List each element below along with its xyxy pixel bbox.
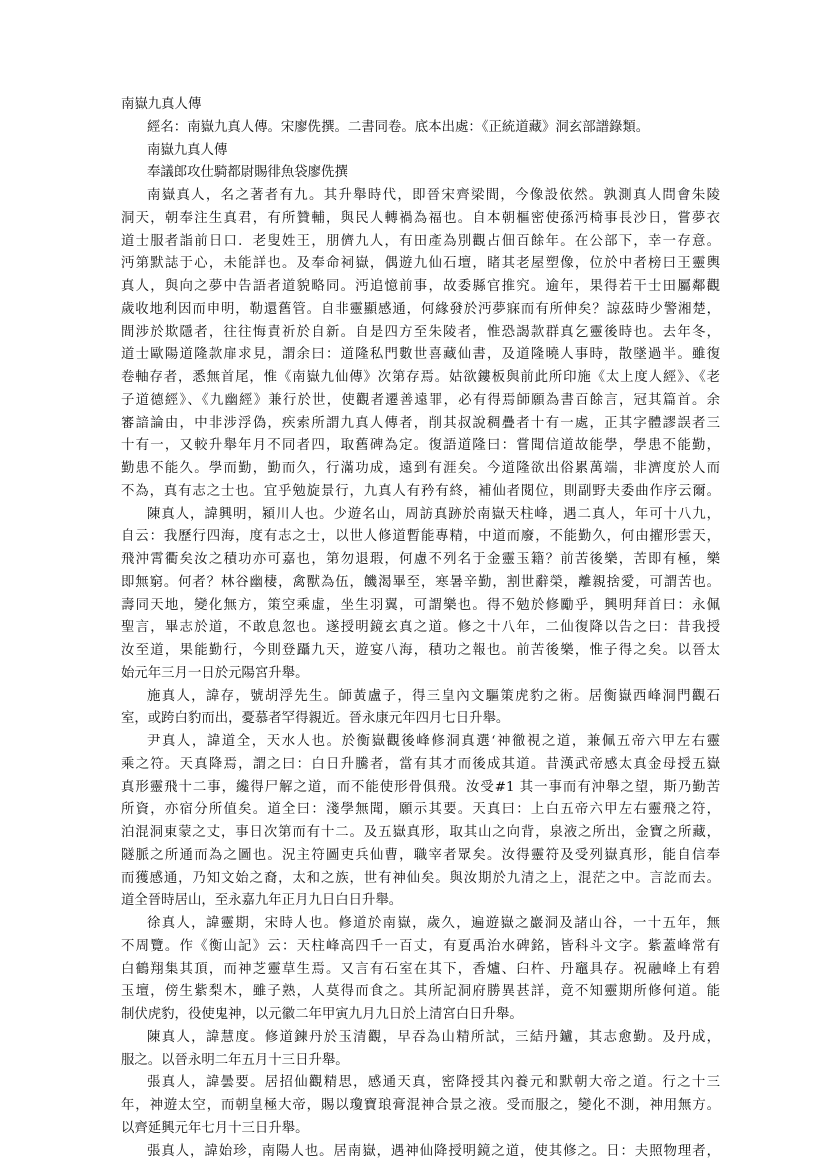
body-line: 而獲感通，乃知文始之裔，太和之族，世有神仙矣。與汝期於九清之上，混茫之中。言訖而去。 [121, 868, 720, 891]
body-line: 道士歐陽道隆款扉求見，謂余曰：道隆私門數世喜藏仙書，及道隆曉人事時，散墜過半。雖復 [121, 344, 720, 367]
body-line: 沔第默誌于心，未能詳也。及奉命祠嶽，偶遊九仙石壇，睹其老屋塑像，位於中者榜曰王靈輿 [121, 253, 720, 276]
body-line: 自云：我歷行四海，度有志之士，以世人修道暫能專精，中道而廢，不能勤久，何由擢形雲天， [121, 526, 720, 549]
body-line: 南嶽真人，名之著者有九。其升舉時代，即晉宋齊梁間，今像設依然。孰測真人問會朱陵 [121, 185, 720, 208]
body-line: 制伏虎豹，役使鬼神，以元徽二年甲寅九月九日於上清宮白日升舉。 [121, 1004, 720, 1027]
body-line: 真人，與向之夢中告語者道貌略同。沔追憶前事，故委縣官推究。逾年，果得若干士田屬鄰觀 [121, 276, 720, 299]
body-line: 張真人，諱曇要。居招仙觀精思，感通天真，密降授其內養元和默朝大帝之道。行之十三 [121, 1072, 720, 1095]
body-line: 道士服者詣前日口．老叟姓王，朋儕九人，有田產為別觀占佃百餘年。在公部下，幸一存意。 [121, 231, 720, 254]
body-line: 即無窮。何者？林谷幽棲，禽獸為伍，饑渴畢至，寒暑辛勤，割世辭榮，離親捨愛，可謂苦也。 [121, 572, 720, 595]
body-line: 道全晉時居山，至永嘉九年正月九日白日升舉。 [121, 890, 720, 913]
body-line: 服之。以晉永明二年五月十三日升舉。 [121, 1050, 720, 1073]
body-line: 隧脈之所通而為之圖也。況主符圖吏兵仙曹，職宰者眾矣。汝得靈符及受列嶽真形，能自信奉 [121, 845, 720, 868]
body-line: 勤患不能久。學而勤，勤而久，行滿功成，遠到有涯矣。今道隆欲出俗累萬端，非濟度於人而 [121, 458, 720, 481]
body-line: 泊混洞東蒙之丈，事日次第而有十二。及五嶽真形，取其山之向背，泉液之所出，金寶之所藏， [121, 822, 720, 845]
document-author: 奉議郎攻仕騎都尉賜徘魚袋廖侁撰 [121, 162, 720, 185]
body-line: 審諳論由，中非涉浮偽，疾索所謂九真人傳者，削其叔說稠疊者十有一處，正其字體謬誤者三 [121, 413, 720, 436]
body-line: 陳真人，諱興明，潁川人也。少遊名山，周訪真跡於南嶽天柱峰，遇二真人，年可十八九， [121, 504, 720, 527]
body-line: 施真人，諱存，號胡浮先生。師黃盧子，得三皇內文驅策虎豹之術。居衡嶽西峰洞門觀石 [121, 686, 720, 709]
body-line: 以齊延興元年七月十三日升舉。 [121, 1118, 720, 1141]
body-line: 尹真人，諱道全，天水人也。於衡嶽觀後峰修洞真選‘神徹視之道，兼佩五帝六甲左右靈 [121, 731, 720, 754]
body-line: 乘之符。天真降焉，謂之曰：白日升騰者，當有其才而後成其道。昔漢武帝感太真金母授五嶽 [121, 754, 720, 777]
body-line: 徐真人，諱靈期，宋時人也。修道於南嶽，歲久，遍遊嶽之巖洞及諸山谷，一十五年，無 [121, 913, 720, 936]
body-line: 汝至道，果能勤行，今則登躡九天，遊宴八海，積功之報也。前苦後樂，惟子得之矣。以晉太 [121, 640, 720, 663]
body-line: 子道德經》、《九幽經》兼行於世，使觀者遷善遠罪，必有得焉師願為書百餘言，冠其篇首。余 [121, 390, 720, 413]
body-line: 室，或跨白豹而出，憂慕者罕得親近。晉永康元年四月七日升舉。 [121, 708, 720, 731]
body-line: 陳真人，諱慧度。修道鍊丹於玉清觀，早吞為山精所試，三結丹鑪，其志愈勤。及丹成， [121, 1027, 720, 1050]
body-line: 飛沖霄衢矣汝之積功亦可嘉也，第勿退瑕，何慮不列名于金靈玉籍？前苦後樂，苦即有極，樂 [121, 549, 720, 572]
document-title: 南嶽九真人傳 [121, 94, 720, 117]
body-line: 間涉於欺隱者，往往悔責祈於自新。自是四方至朱陵者，惟恐謁款群真乞靈後時也。去年冬， [121, 322, 720, 345]
body-line: 壽同天地，變化無方，策空乘虛，坐生羽翼，可謂樂也。得不勉於修勵乎，興明拜首曰：永佩 [121, 595, 720, 618]
body-line: 歲收地利因而申明，勒還舊管。自非靈顯感通，何緣發於沔夢寐而有所伸矣？諒茲時少警湘楚， [121, 299, 720, 322]
document-subtitle: 南嶽九真人傳 [121, 140, 720, 163]
body-line: 不為，真有志之士也。宜乎勉旋景行，九真人有矜有終，補仙者閱位，則副野夫委曲作序云爾。 [121, 481, 720, 504]
body-line: 洞天，朝奉注生真君，有所贊輔，與民人轉禍為福也。自本朝樞密使孫沔椅事長沙日，嘗夢衣 [121, 208, 720, 231]
body-line: 聖言，畢志於道，不敢息忽也。遂授明鏡玄真之道。修之十八年，二仙復降以告之曰：昔我授 [121, 617, 720, 640]
document-meta: 經名：南嶽九真人傳。宋廖侁撰。二書同卷。底本出處：《正統道藏》洞玄部譜錄類。 [121, 117, 720, 140]
body-line: 白鶴翔集其頂，而神芝靈草生焉。又言有石室在其下，香爐、臼杵、丹竈具存。祝融峰上有碧 [121, 959, 720, 982]
body-line: 始元年三月一日於元陽宮升舉。 [121, 663, 720, 686]
body-line: 年，神遊太空，而朝皇極大帝，賜以瓊寶琅膏混神合景之液。受而服之，變化不測，神用無方。 [121, 1095, 720, 1118]
body-line: 卷軸存者，悉無首尾，惟《南嶽九仙傳》次第存焉。姑欲鏤板與前此所印施《太上度人經》、《老 [121, 367, 720, 390]
body-line: 真形靈飛十二事，纔得尸解之道，而不能使形骨俱飛。汝受#1 其一事而有沖舉之望，斯乃勤苦 [121, 777, 720, 800]
body-line: 十有一，又較升舉年月不同者四，取舊碑為定。復語道隆曰：嘗聞信道故能學，學患不能勤， [121, 435, 720, 458]
body-line: 所資，亦宿分所值矣。道全曰：淺學無聞，願示其要。天真曰：上白五帝六甲左右靈飛之符， [121, 799, 720, 822]
body-line: 玉壇，傍生紫梨木，雖子熟，人莫得而食之。其所記洞府勝異甚詳，竟不知靈期所修何道。能 [121, 981, 720, 1004]
body-line: 不周覽。作《衡山記》云：天柱峰高四千一百丈，有夏禹治水碑銘，皆科斗文字。紫蓋峰常有 [121, 936, 720, 959]
body-line: 張真人，諱始珍，南陽人也。居南嶽，遇神仙降授明鏡之道，使其修之。日：夫照物理者， [121, 1141, 720, 1163]
